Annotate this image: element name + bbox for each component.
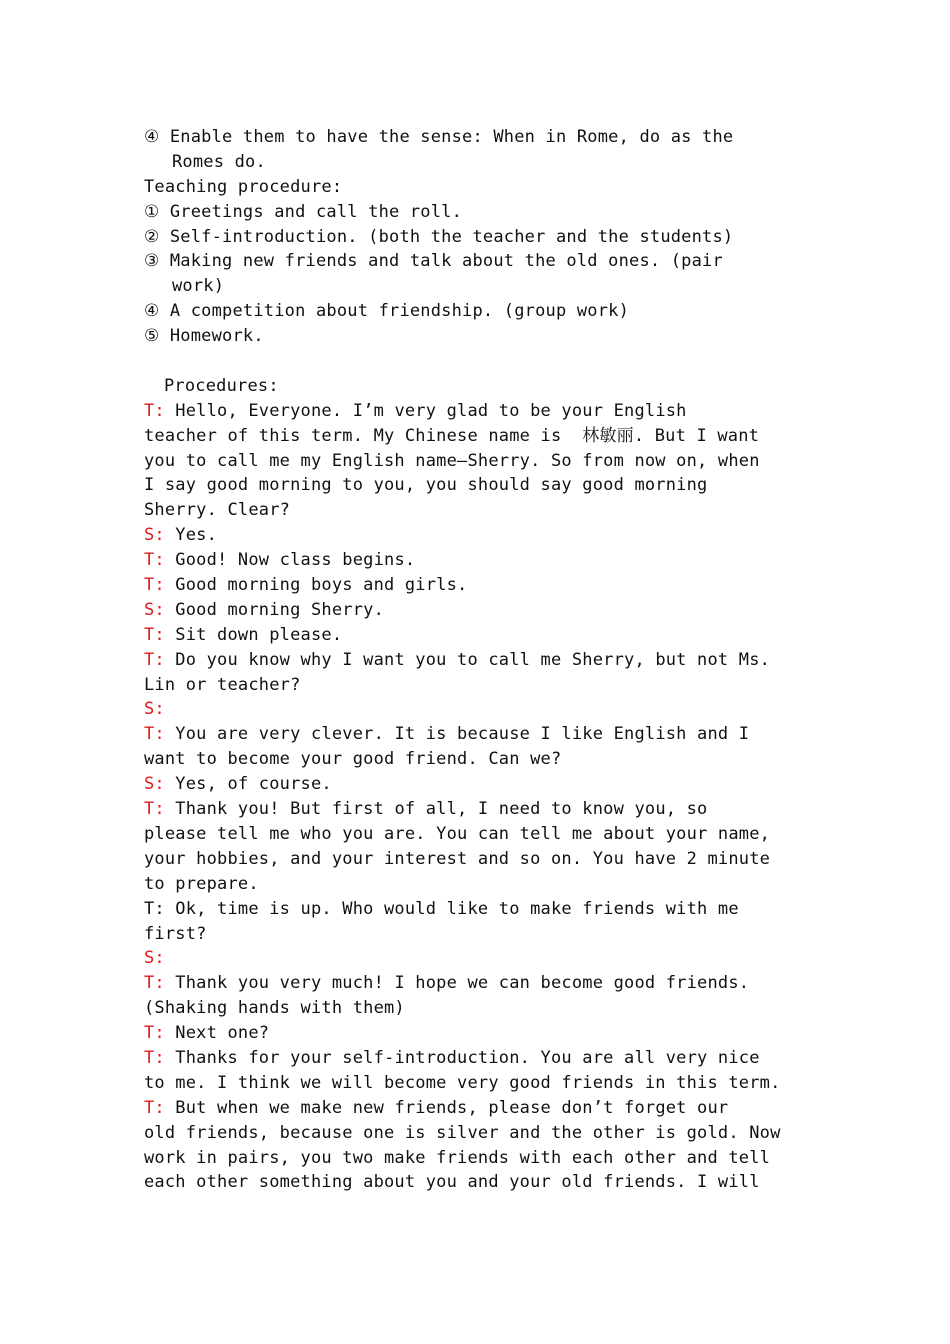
speaker-label: T:	[144, 724, 165, 745]
dialogue-text: Good morning boys and girls.	[164, 575, 468, 596]
dialogue-line: each other something about you and your old friends. I will	[144, 1172, 760, 1193]
dialogue-text: Good! Now class begins.	[164, 550, 416, 571]
dialogue-text: Good morning Sherry.	[164, 599, 385, 620]
dialogue-line: first?	[144, 923, 207, 944]
dialogue-text: Hello, Everyone. I’m very glad to be your English	[164, 400, 687, 421]
speaker-label: T:	[144, 550, 165, 571]
dialogue-text: Yes.	[164, 525, 218, 546]
speaker-label: S:	[144, 948, 165, 969]
dialogue-text: Yes, of course.	[164, 774, 332, 795]
procedure-step: ① Greetings and call the roll.	[144, 201, 463, 222]
speaker-label: T:	[144, 575, 165, 596]
text-block	[144, 125, 824, 1195]
dialogue-line	[144, 598, 824, 623]
procedures-heading: Procedures:	[164, 375, 279, 396]
procedure-step: ③ Making new friends and talk about the old ones. (pair	[144, 251, 723, 272]
dialogue-line: please tell me who you are. You can tell me about your name,	[144, 823, 771, 844]
dialogue-line	[144, 573, 824, 598]
procedure-step: ② Self-introduction. (both the teacher and the students)	[144, 226, 734, 247]
dialogue-line: (Shaking hands with them)	[144, 998, 405, 1019]
dialogue-text: You are very clever. It is because I like English and I	[164, 724, 750, 745]
dialogue-line	[144, 772, 824, 797]
dialogue-text: Do you know why I want you to call me Sherry, but not Ms.	[164, 649, 771, 670]
dialogue-line: to prepare.	[144, 873, 259, 894]
dialogue-text: Sit down please.	[164, 624, 343, 645]
blank-line	[144, 349, 824, 374]
procedure-heading: Teaching procedure:	[144, 176, 343, 197]
dialogue-line: T: Ok, time is up. Who would like to make friends with me	[144, 898, 739, 919]
dialogue-line: old friends, because one is silver and the other is gold. Now	[144, 1122, 781, 1143]
speaker-label: S:	[144, 525, 165, 546]
dialogue-line	[144, 548, 824, 573]
dialogue-line	[144, 1046, 824, 1071]
dialogue-line	[144, 722, 824, 747]
dialogue-line: to me. I think we will become very good friends in this term.	[144, 1072, 781, 1093]
dialogue-line	[144, 399, 824, 424]
speaker-label: T:	[144, 1023, 165, 1044]
dialogue-line	[144, 797, 824, 822]
procedure-step: ⑤ Homework.	[144, 326, 264, 347]
dialogue-text: Thanks for your self-introduction. You are all very nice	[164, 1047, 760, 1068]
dialogue-line: teacher of this term. My Chinese name is 林敏丽. But I want	[144, 425, 760, 446]
dialogue-line	[144, 1021, 824, 1046]
speaker-label: T:	[144, 973, 165, 994]
procedure-step-cont: work)	[172, 276, 225, 297]
speaker-label: S:	[144, 774, 165, 795]
dialogue-line	[144, 623, 824, 648]
speaker-label: T:	[144, 1097, 165, 1118]
dialogue-line	[144, 523, 824, 548]
dialogue-line: I say good morning to you, you should say good morning	[144, 475, 708, 496]
dialogue-line: Sherry. Clear?	[144, 500, 291, 521]
dialogue-line: you to call me my English name—Sherry. So from now on, when	[144, 450, 760, 471]
dialogue-text: Thank you! But first of all, I need to know you, so	[164, 799, 708, 820]
dialogue-line: Lin or teacher?	[144, 674, 301, 695]
dialogue-line: your hobbies, and your interest and so on. You have 2 minute	[144, 848, 771, 869]
speaker-label: T:	[144, 799, 165, 820]
speaker-label: T:	[144, 400, 165, 421]
objective-line-cont: Romes do.	[172, 151, 266, 172]
dialogue-line: work in pairs, you two make friends with each other and tell	[144, 1147, 771, 1168]
objective-line: ④ Enable them to have the sense: When in Rome, do as the	[144, 127, 734, 147]
speaker-label: T:	[144, 1047, 165, 1068]
dialogue-text: But when we make new friends, please don’t forget our	[164, 1097, 729, 1118]
dialogue-line: want to become your good friend. Can we?	[144, 749, 562, 770]
speaker-label: T:	[144, 649, 165, 670]
dialogue-line	[144, 648, 824, 673]
speaker-label: S:	[144, 699, 165, 720]
dialogue-line	[144, 1096, 824, 1121]
dialogue-line	[144, 971, 824, 996]
dialogue-text: Next one?	[164, 1023, 270, 1044]
dialogue-line	[144, 697, 824, 722]
procedure-step: ④ A competition about friendship. (group work)	[144, 301, 630, 322]
speaker-label: S:	[144, 599, 165, 620]
speaker-label: T:	[144, 624, 165, 645]
dialogue-text: Thank you very much! I hope we can become good friends.	[164, 973, 750, 994]
dialogue-line	[144, 946, 824, 971]
